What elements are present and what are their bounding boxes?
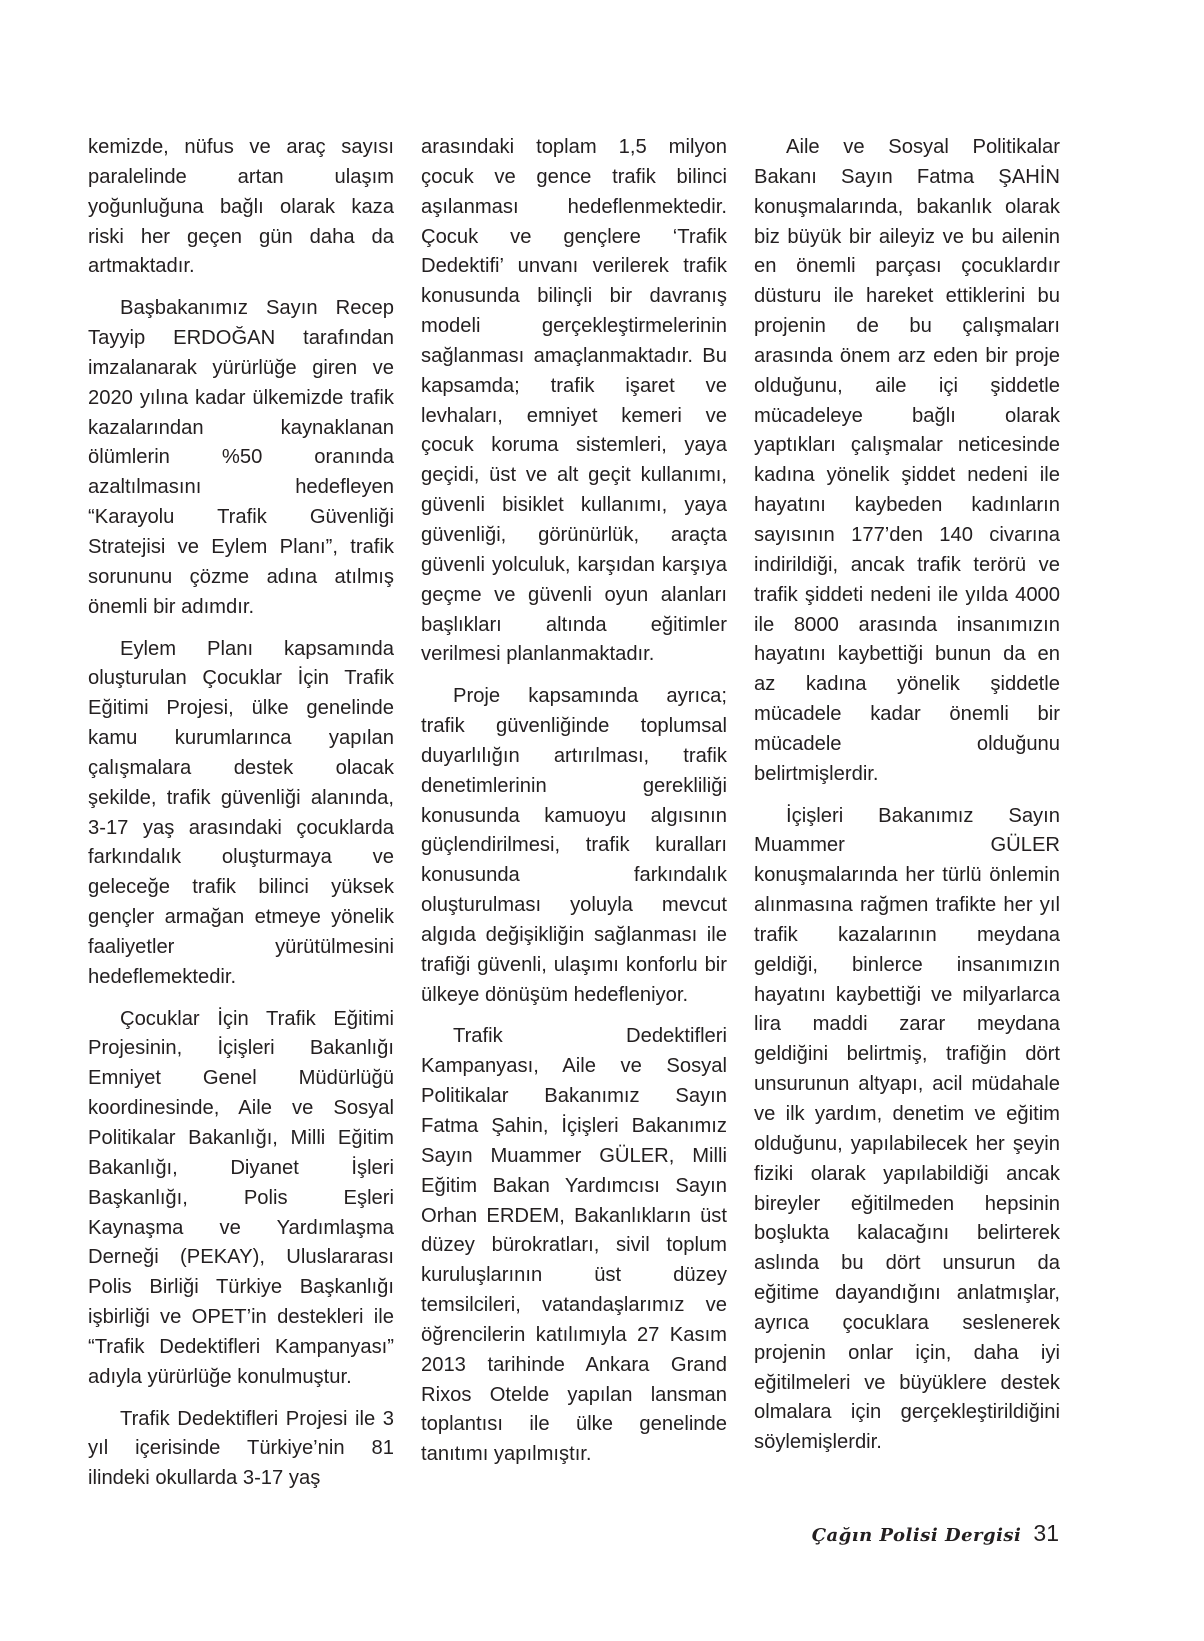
page-footer (812, 1520, 1059, 1547)
paragraph: kemizde, nüfus ve araç sayısı paralelinde artan ulaşım yoğunluğuna bağlı olarak kaza riski her geçen gün daha da artmaktadır. (88, 136, 394, 278)
page-number: 31 (1033, 1520, 1059, 1546)
paragraph: Eylem Planı kapsamında oluşturulan Çocuklar İçin Trafik Eğitimi Projesi, ülke genelinde kamu kurumlarınca yapılan çalışmalara destek olacak şekilde, trafik güvenliği alanında, 3-17 yaş arasındaki çocuklarda farkındalık oluşturmaya ve geleceğe trafik bilinci yüksek gençler armağan etmeye yönelik faaliyetler yürütülmesini hedeflemektedir. (88, 637, 394, 988)
paragraph: Başbakanımız Sayın Recep Tayyip ERDOĞAN tarafından imzalanarak yürürlüğe giren ve 2020 yılına kadar ülkemizde trafik kazalarından kaynaklanan ölümlerin %50 oranında azaltılmasını hedefleyen “Karayolu Trafik Güvenliği Stratejisi ve Eylem Planı”, trafik sorununu çözme adına atılmış önemli bir adımdır. (88, 297, 394, 618)
paragraph: İçişleri Bakanımız Sayın Muammer GÜLER konuşmalarında her türlü önlemin alınmasına rağmen trafikte her yıl trafik kazalarının meydana geldiği, binlerce insanımızın hayatını kaybettiği ve milyarlarca lira maddi zarar meydana geldiğini belirtmiş, trafiğin dört unsurunun altyapı, acil müdahale ve ilk yardım, denetim ve eğitim olduğunu, yapılabilecek her şeyin fiziki olarak yapılabildiği ancak bireyler eğitilmeden hepsinin boşlukta kalacağını belirterek aslında bu dört unsurun da eğitime dayandığını anlatmışlar, ayrıca çocuklara seslenerek projenin onlar için, daha iyi eğitilmeleri ve büyüklere destek olmalara için gerçekleştirildiğini söylemişlerdir. (754, 804, 1060, 1454)
text-column-3 (754, 133, 1060, 1470)
text-column-2 (421, 133, 727, 1482)
paragraph: Çocuklar İçin Trafik Eğitimi Projesinin, İçişleri Bakanlığı Emniyet Genel Müdürlüğü koordinesinde, Aile ve Sosyal Politikalar Bakanlığı, Milli Eğitim Bakanlığı, Diyanet İşleri Başkanlığı, Polis Eşleri Kaynaşma ve Yardımlaşma Derneği (PEKAY), Uluslararası Polis Birliği Türkiye Başkanlığı işbirliği ve OPET’in destekleri ile “Trafik Dedektifleri Kampanyası” adıyla yürürlüğe konulmuştur. (88, 1007, 394, 1388)
paragraph: Trafik Dedektifleri Projesi ile 3 yıl içerisinde Türkiye’nin 81 ilindeki okullarda 3-17 yaş (88, 1407, 394, 1490)
paragraph: Trafik Dedektifleri Kampanyası, Aile ve Sosyal Politikalar Bakanımız Sayın Fatma Şahin, İçişleri Bakanımız Sayın Muammer GÜLER, Milli Eğitim Bakan Yardımcısı Sayın Orhan ERDEM, Bakanlıkların üst düzey bürokratları, sivil toplum kuruluşlarının üst düzey temsilcileri, vatandaşlarımız ve öğrencilerin katılımıyla 27 Kasım 2013 tarihinde Ankara Grand Rixos Otelde yapılan lansman toplantısı ile ülke genelinde tanıtımı yapılmıştır. (421, 1025, 727, 1466)
paragraph: arasındaki toplam 1,5 milyon çocuk ve gence trafik bilinci aşılanması hedeflenmektedir. Çocuk ve gençlere ‘Trafik Dedektifi’ unvanı verilerek trafik konusunda bilinçli bir davranış modeli gerçekleştirmelerinin sağlanması amaçlanmaktadır. Bu kapsamda; trafik işaret ve levhaları, emniyet kemeri ve çocuk koruma sistemleri, yaya geçidi, üst ve alt geçit kullanımı, güvenli bisiklet kullanımı, yaya güvenliği, görünürlük, araçta güvenli yolculuk, karşıdan karşıya geçme ve güvenli oyun alanları başlıkları altında eğitimler verilmesi planlanmaktadır. (421, 136, 727, 666)
paragraph: Proje kapsamında ayrıca; trafik güvenliğinde toplumsal duyarlılığın artırılması, trafik denetimlerinin gerekliliği konusunda kamuoyu algısının güçlendirilmesi, trafik kuralları konusunda farkındalık oluşturulması yoluyla mevcut algıda değişikliğin sağlanması ile trafiği güvenli, ulaşımı konforlu bir ülkeye dönüşüm hedefleniyor. (421, 685, 727, 1006)
paragraph: Aile ve Sosyal Politikalar Bakanı Sayın Fatma ŞAHİN konuşmalarında, bakanlık olarak biz büyük bir aileyiz ve bu ailenin en önemli parçası çocuklardır düsturu ile hareket ettiklerini bu projenin de bu çalışmaları arasında önem arz eden bir proje olduğunu, aile içi şiddetle mücadeleye bağlı olarak yaptıkları çalışmalar neticesinde kadına yönelik şiddet nedeni ile hayatını kaybeden kadınların sayısının 177’den 140 civarına indirildiği, ancak trafik terörü ve trafik şiddeti nedeni ile yılda 4000 ile 8000 arasında insanımızın hayatını kaybettiği bunun da en az kadına yönelik şiddetle mücadele kadar önemli bir mücadele olduğunu belirtmişlerdir. (754, 136, 1060, 785)
magazine-title: Çağın Polisi Dergisi (811, 1525, 1022, 1546)
text-column-1 (88, 133, 394, 1506)
